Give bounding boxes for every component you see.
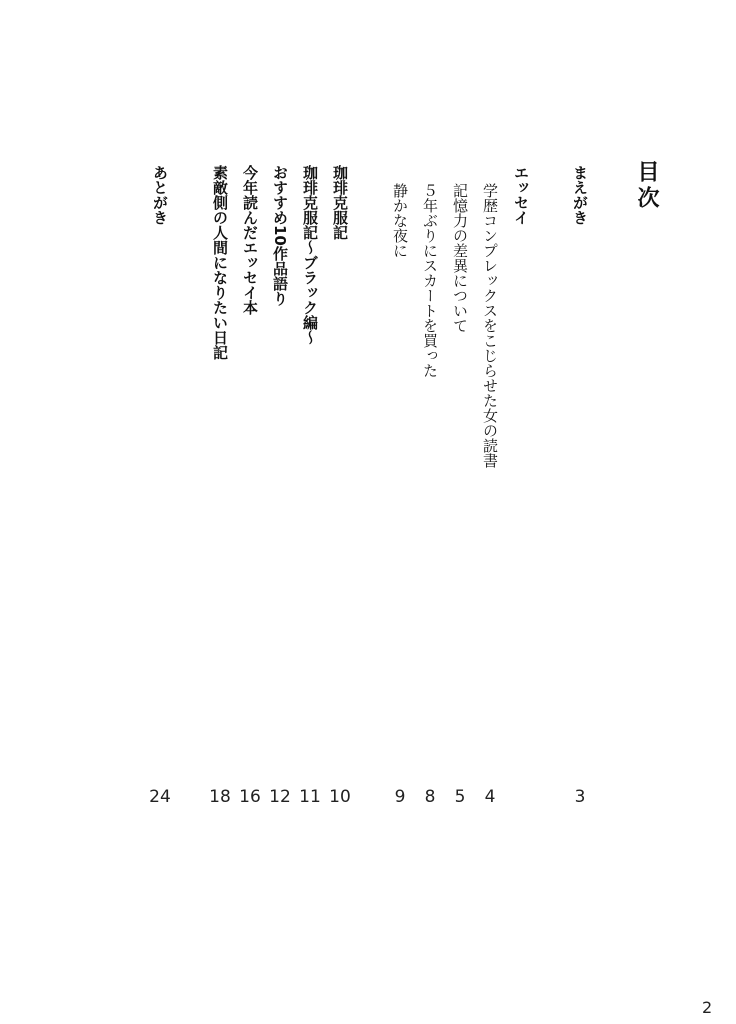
toc-entry-essay-1[interactable] (479, 183, 501, 775)
toc-entry-title: あとがき (151, 165, 169, 225)
toc-title: 目次 (634, 160, 659, 212)
toc-entry-title: 学歴コンプレックスをこじらせた女の読書 (481, 183, 499, 468)
toc-entry-title: 静かな夜に (391, 183, 409, 258)
toc-page-number: 12 (269, 787, 291, 807)
toc-entry-title: ５年ぶりにスカートを買った (421, 183, 439, 378)
toc-entry-coffee-2[interactable] (299, 165, 321, 775)
toc-page-number: 10 (329, 787, 351, 807)
toc-page-number: 5 (454, 787, 466, 807)
toc-page-number: 4 (484, 787, 496, 807)
toc-page-number: 24 (149, 787, 171, 807)
toc-entry-maegaki[interactable] (569, 165, 591, 775)
toc-entry-essay-3[interactable] (419, 183, 441, 775)
toc-page-number: 11 (299, 787, 321, 807)
toc-entry-title: 素敵側の人間になりたい日記 (211, 165, 229, 360)
toc-entry-diary[interactable] (209, 165, 231, 775)
toc-entry-title: 今年読んだエッセイ本 (241, 165, 259, 315)
toc-entry-essay-books[interactable] (239, 165, 261, 775)
toc-page-number: 3 (574, 787, 586, 807)
toc-page-number: 9 (394, 787, 406, 807)
toc-entry-coffee-1[interactable] (329, 165, 351, 775)
toc-entry-recommend[interactable] (269, 165, 291, 775)
toc-page-number: 18 (209, 787, 231, 807)
toc-page-number: 16 (239, 787, 261, 807)
toc-entry-title: 珈琲克服記～ブラック編～ (301, 165, 319, 345)
toc-entry-title: 記憶力の差異について (451, 183, 469, 333)
toc-entry-title: おすすめ10作品語り (271, 165, 289, 306)
toc-page-number: 8 (424, 787, 436, 807)
toc-entry-title: 珈琲克服記 (331, 165, 349, 240)
toc-entry-atogaki[interactable] (149, 165, 171, 775)
toc-entry-title: まえがき (571, 165, 589, 225)
page-number: 2 (702, 998, 713, 1017)
toc-entry-essay-4[interactable] (389, 183, 411, 775)
toc-entry-essay-2[interactable] (449, 183, 471, 775)
section-heading-essay: エッセイ (512, 165, 530, 225)
